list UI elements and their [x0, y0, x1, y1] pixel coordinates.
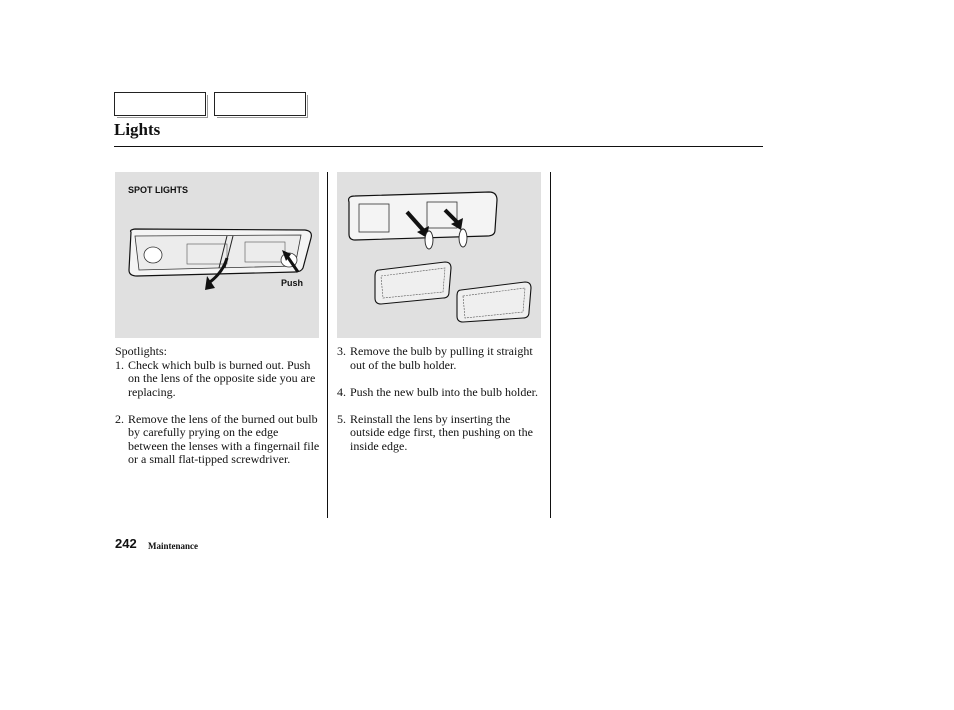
step-number: 4.	[337, 384, 346, 399]
step-text: Reinstall the lens by inserting the outside edge first, then pushing on the inside edge.	[350, 411, 533, 453]
step-number: 5.	[337, 411, 346, 426]
step-item	[115, 413, 320, 467]
step-number: 1.	[115, 357, 124, 372]
section-name: Maintenance	[148, 541, 198, 551]
step-text: Check which bulb is burned out. Push on the lens of the opposite side you are replacing.	[128, 357, 316, 399]
next-page-button[interactable]	[214, 92, 306, 116]
instructions-column-2	[337, 345, 547, 467]
figure-label: SPOT LIGHTS	[128, 185, 189, 195]
step-text: Push the new bulb into the bulb holder.	[350, 384, 538, 399]
step-text: Remove the bulb by pulling it straight out of the bulb holder.	[350, 344, 533, 372]
bulb-removal-figure	[337, 172, 541, 338]
title-rule	[114, 146, 763, 147]
bulb-removal-illustration	[337, 172, 541, 338]
column-divider-1	[327, 172, 328, 518]
step-item	[337, 345, 547, 372]
previous-page-button[interactable]	[114, 92, 206, 116]
step-item	[337, 386, 547, 400]
column-divider-2	[550, 172, 551, 518]
page-title: Lights	[114, 120, 161, 139]
page-number: 242	[115, 536, 137, 551]
instructions-column-1	[115, 345, 320, 480]
spot-lights-illustration	[115, 172, 319, 338]
step-item	[115, 359, 320, 400]
push-label: Push	[281, 278, 304, 288]
step-number: 3.	[337, 344, 346, 358]
step-number: 2.	[115, 411, 124, 426]
spotlights-heading: Spotlights:	[115, 344, 168, 358]
step-text: Remove the lens of the burned out bulb by carefully prying on the edge between the lenses with a fingernail file or a small flat-tipped screwdriver.	[128, 411, 320, 466]
spot-lights-figure	[115, 172, 319, 338]
step-item	[337, 413, 547, 454]
